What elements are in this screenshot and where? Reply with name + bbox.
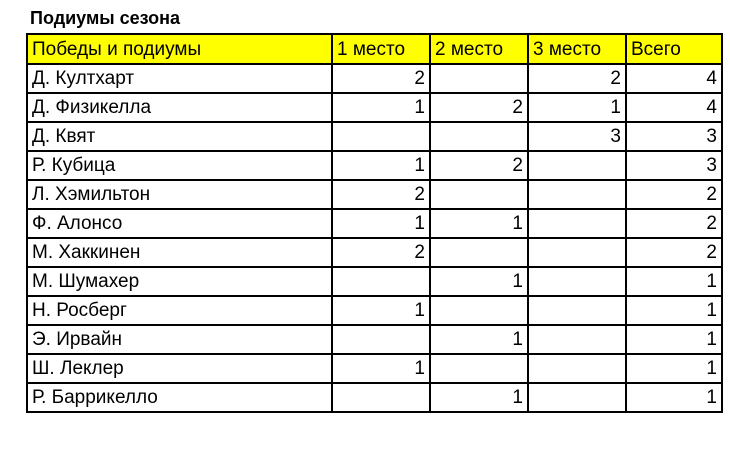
table-row <box>27 354 722 383</box>
header-cell-name[interactable]: Победы и подиумы <box>27 34 332 64</box>
table-row <box>27 180 722 209</box>
table-row <box>27 93 722 122</box>
cell-driver-name[interactable]: Р. Баррикелло <box>27 383 332 412</box>
cell-first-place[interactable] <box>332 267 430 296</box>
table-row <box>27 267 722 296</box>
cell-first-place[interactable]: 1 <box>332 354 430 383</box>
cell-third-place[interactable] <box>528 354 626 383</box>
cell-second-place[interactable]: 2 <box>430 93 528 122</box>
cell-second-place[interactable]: 1 <box>430 209 528 238</box>
cell-third-place[interactable] <box>528 180 626 209</box>
cell-driver-name[interactable]: М. Шумахер <box>27 267 332 296</box>
podiums-table <box>26 33 723 413</box>
cell-first-place[interactable]: 2 <box>332 238 430 267</box>
cell-third-place[interactable]: 1 <box>528 93 626 122</box>
cell-second-place[interactable]: 1 <box>430 267 528 296</box>
table-row <box>27 209 722 238</box>
cell-second-place[interactable]: 2 <box>430 151 528 180</box>
cell-total[interactable]: 4 <box>626 93 722 122</box>
table-row <box>27 325 722 354</box>
cell-third-place[interactable] <box>528 267 626 296</box>
header-cell-total[interactable]: Всего <box>626 34 722 64</box>
cell-total[interactable]: 4 <box>626 64 722 93</box>
cell-second-place[interactable]: 1 <box>430 325 528 354</box>
cell-total[interactable]: 2 <box>626 209 722 238</box>
cell-third-place[interactable]: 2 <box>528 64 626 93</box>
cell-driver-name[interactable]: Л. Хэмильтон <box>27 180 332 209</box>
cell-third-place[interactable] <box>528 325 626 354</box>
cell-driver-name[interactable]: Д. Физикелла <box>27 93 332 122</box>
cell-total[interactable]: 1 <box>626 267 722 296</box>
cell-first-place[interactable]: 2 <box>332 180 430 209</box>
cell-driver-name[interactable]: Р. Кубица <box>27 151 332 180</box>
cell-driver-name[interactable]: М. Хаккинен <box>27 238 332 267</box>
cell-total[interactable]: 2 <box>626 180 722 209</box>
cell-first-place[interactable]: 1 <box>332 151 430 180</box>
cell-third-place[interactable] <box>528 296 626 325</box>
cell-second-place[interactable] <box>430 180 528 209</box>
cell-second-place[interactable] <box>430 238 528 267</box>
cell-first-place[interactable]: 2 <box>332 64 430 93</box>
cell-total[interactable]: 3 <box>626 151 722 180</box>
cell-driver-name[interactable]: Ш. Леклер <box>27 354 332 383</box>
cell-second-place[interactable] <box>430 122 528 151</box>
cell-second-place[interactable] <box>430 296 528 325</box>
cell-driver-name[interactable]: Д. Култхарт <box>27 64 332 93</box>
cell-first-place[interactable]: 1 <box>332 296 430 325</box>
cell-second-place[interactable] <box>430 64 528 93</box>
header-cell-third-place[interactable]: 3 место <box>528 34 626 64</box>
cell-third-place[interactable] <box>528 209 626 238</box>
header-cell-first-place[interactable]: 1 место <box>332 34 430 64</box>
cell-driver-name[interactable]: Э. Ирвайн <box>27 325 332 354</box>
cell-driver-name[interactable]: Ф. Алонсо <box>27 209 332 238</box>
table-row <box>27 64 722 93</box>
cell-first-place[interactable]: 1 <box>332 93 430 122</box>
header-row <box>27 34 722 64</box>
cell-driver-name[interactable]: Д. Квят <box>27 122 332 151</box>
cell-total[interactable]: 3 <box>626 122 722 151</box>
table-row <box>27 296 722 325</box>
cell-second-place[interactable] <box>430 354 528 383</box>
cell-third-place[interactable] <box>528 151 626 180</box>
header-cell-second-place[interactable]: 2 место <box>430 34 528 64</box>
cell-total[interactable]: 1 <box>626 296 722 325</box>
cell-driver-name[interactable]: Н. Росберг <box>27 296 332 325</box>
cell-third-place[interactable] <box>528 383 626 412</box>
cell-first-place[interactable] <box>332 122 430 151</box>
cell-total[interactable]: 1 <box>626 325 722 354</box>
table-row <box>27 151 722 180</box>
table-row <box>27 122 722 151</box>
table-row <box>27 383 722 412</box>
cell-third-place[interactable]: 3 <box>528 122 626 151</box>
cell-total[interactable]: 1 <box>626 354 722 383</box>
table-row <box>27 238 722 267</box>
cell-third-place[interactable] <box>528 238 626 267</box>
cell-second-place[interactable]: 1 <box>430 383 528 412</box>
cell-first-place[interactable] <box>332 325 430 354</box>
sheet-title: Подиумы сезона <box>30 8 181 28</box>
cell-total[interactable]: 2 <box>626 238 722 267</box>
cell-first-place[interactable] <box>332 383 430 412</box>
cell-total[interactable]: 1 <box>626 383 722 412</box>
cell-first-place[interactable]: 1 <box>332 209 430 238</box>
